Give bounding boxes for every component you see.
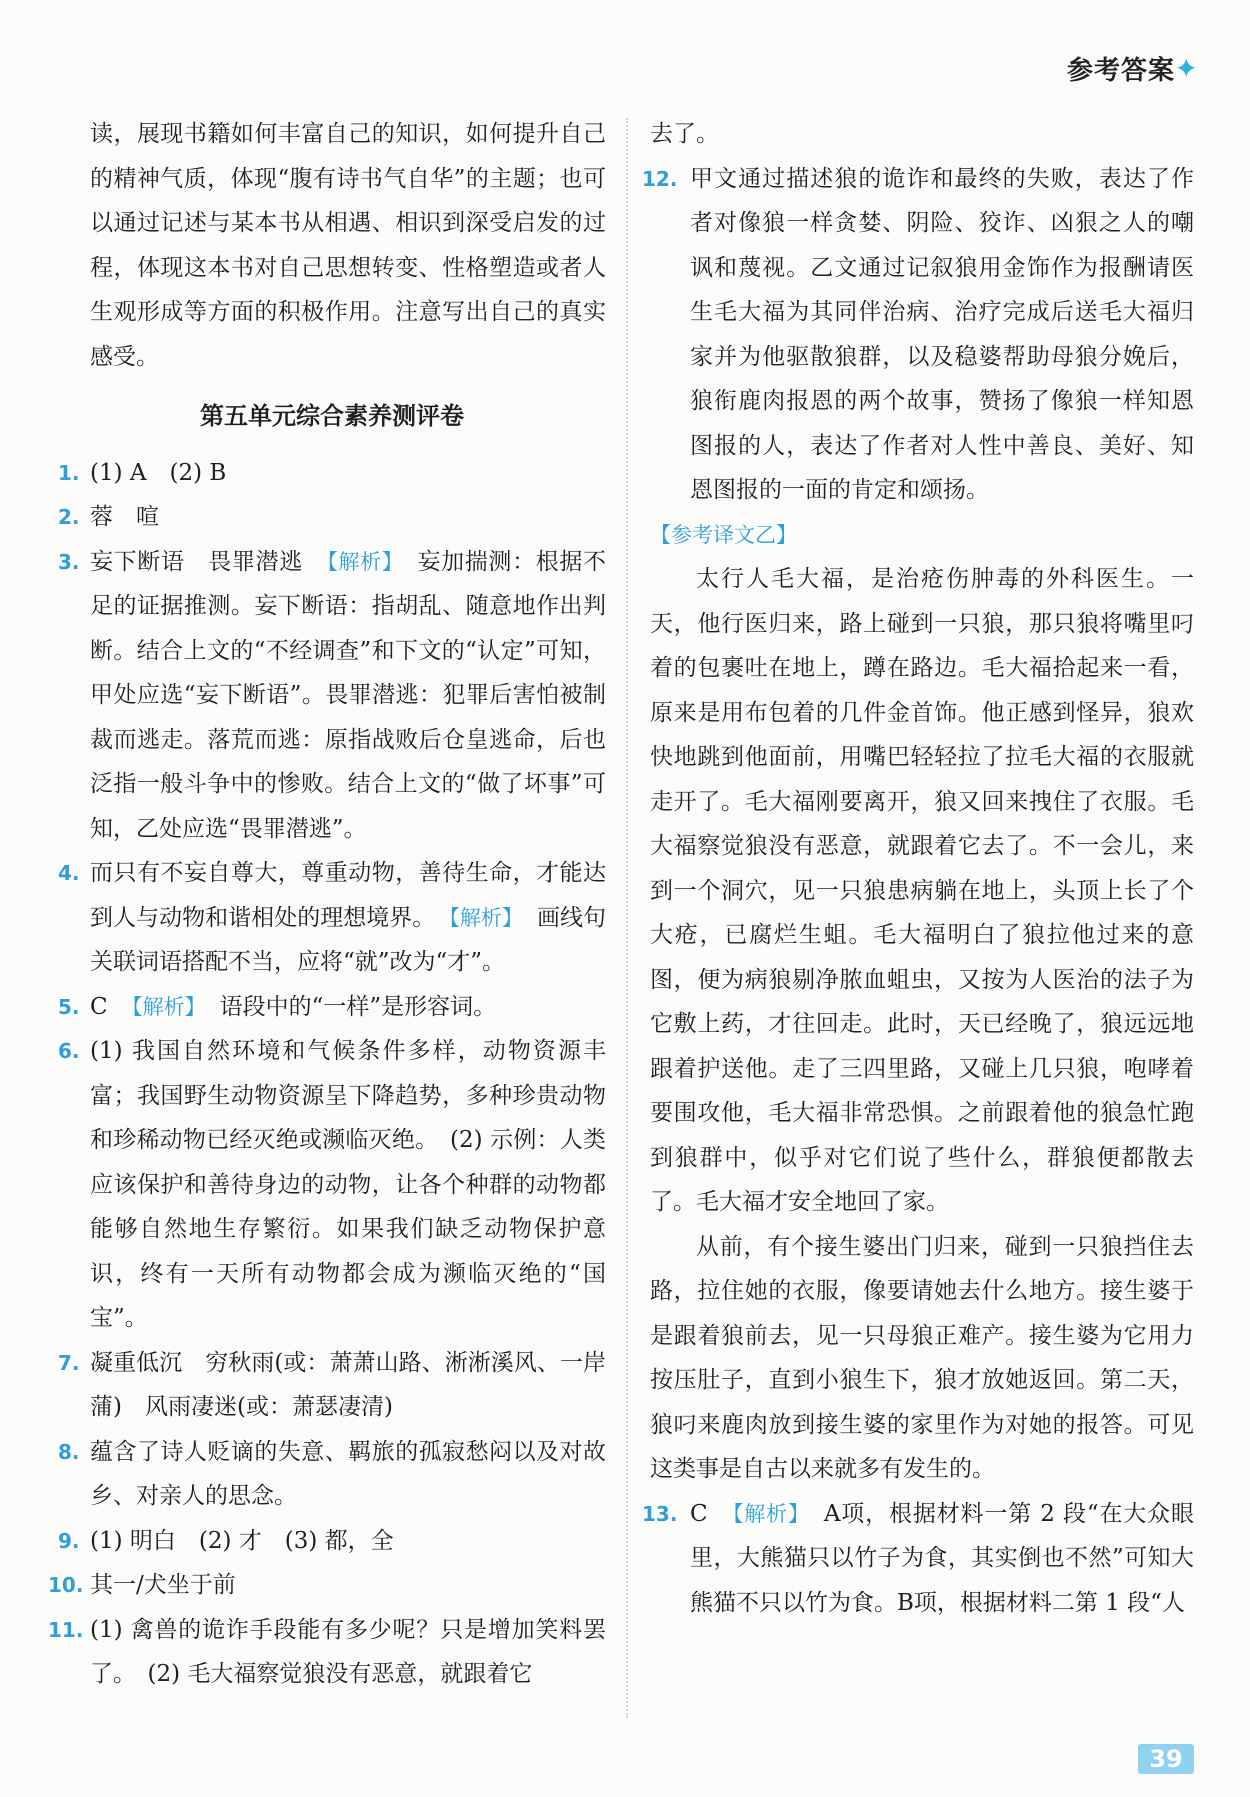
answer-item-5 — [58, 985, 606, 1030]
item-text: (1) A (2) B — [90, 459, 227, 486]
right-column — [642, 112, 1195, 1625]
answer-item-11 — [48, 1608, 606, 1697]
item-number: 5. — [58, 994, 80, 1019]
item-number: 7. — [58, 1350, 80, 1375]
answer-item-7 — [58, 1341, 606, 1430]
item-number: 13. — [642, 1501, 678, 1526]
intro-paragraph: 读，展现书籍如何丰富自己的知识，如何提升自己的精神气质，体现“腹有诗书气自华”的主题；也可以通过记述与某本书从相遇、相识到深受启发的过程，体现这本书对自己思想转变、性格塑造或者人生观形成等方面的积极作用。注意写出自己的真实感受。 — [90, 121, 606, 370]
answer-item-9 — [58, 1519, 606, 1564]
item-text: 蓉 喧 — [90, 504, 159, 530]
item-number: 12. — [642, 166, 678, 191]
item-text: 而只有不妄自尊大，尊重动物，善待生命，才能达到人与动物和谐相处的理想境界。 — [90, 860, 606, 931]
left-column — [48, 112, 607, 1697]
item-analysis: 妄加揣测：根据不足的证据推测。妄下断语：指胡乱、随意地作出判断。结合上文的“不经调查”和下文的“认定”可知，甲处应选“妄下断语”。畏罪潜逃：犯罪后害怕被制裁而逃走。落荒而逃：原指战败后仓皇逃命，后也泛指一般斗争中的惨败。结合上文的“做了坏事”可知，乙处应选“畏罪潜逃”。 — [90, 548, 607, 842]
page-number-badge: 39 — [1138, 1744, 1194, 1774]
answer-item-4 — [58, 851, 606, 985]
item-number: 6. — [58, 1039, 80, 1063]
star-icon: ✦ — [1174, 52, 1198, 85]
answer-item-2 — [58, 495, 606, 540]
header-title: 参考答案 — [1066, 56, 1175, 86]
item-number: 11. — [48, 1617, 84, 1642]
answer-item-10 — [48, 1563, 606, 1608]
item-text: 甲文通过描述狼的诡诈和最终的失败，表达了作者对像狼一样贪婪、阴险、狡诈、凶狠之人的嘲讽和蔑视。乙文通过记叙狼用金饰作为报酬请医生毛大福为其同伴治病、治疗完成后送毛大福归家并为他驱散狼群，以及稳婆帮助母狼分娩后，狼衔鹿肉报恩的两个故事，赞扬了像狼一样知恩图报的人，表达了作者对人性中善良、美好、知恩图报的一面的肯定和颂扬。 — [690, 165, 1194, 503]
reference-translation-title: 【参考译文乙】 — [650, 522, 797, 547]
analysis-tag: 【解析】 — [449, 905, 523, 930]
section-title: 第五单元综合素养测评卷 — [200, 402, 464, 430]
item-text: 蕴含了诗人贬谪的失意、羁旅的孤寂愁闷以及对故乡、对亲人的思念。 — [90, 1438, 606, 1509]
item-number: 1. — [58, 460, 80, 485]
item-number: 9. — [58, 1528, 80, 1553]
answer-item-3 — [58, 540, 606, 852]
answer-item-1 — [58, 451, 606, 496]
translation-paragraph-1: 太行人毛大福，是治疮伤肿毒的外科医生。一天，他行医归来，路上碰到一只狼，那只狼将嘴里叼着的包裹吐在地上，蹲在路边。毛大福拾起来一看，原来是用布包着的几件金首饰。他正感到怪异，狼欢快地跳到他面前，用嘴巴轻轻拉了拉毛大福的衣服就走开了。毛大福刚要离开，狼又回来拽住了衣服。毛大福察觉狼没有恶意，就跟着它去了。不一会儿，来到一个洞穴，见一只狼患病躺在地上，头顶上长了个大疮，已腐烂生蛆。毛大福明白了狼拉他过来的意图，便为病狼剔净脓血蛆虫，又按为人医治的法子为它敷上药，才往回走。此时，天已经晚了，狼远远地跟着护送他。走了三四里路，又碰上几只狼，咆哮着要围攻他，毛大福非常恐惧。之前跟着他的狼急忙跑到狼群中，似乎对它们说了些什么，群狼便都散去了。毛大福才安全地回了家。 — [650, 566, 1194, 1215]
answer-item-12 — [642, 157, 1194, 513]
item-text: 妄下断语 畏罪潜逃 — [90, 548, 303, 575]
continuation-text: 去了。 — [650, 121, 719, 147]
item-text: C — [690, 1500, 708, 1527]
answer-item-8 — [58, 1430, 606, 1519]
item-analysis: A项，根据材料一第 2 段“在大众眼里，大熊猫只以竹子为食，其实倒也不然”可知大熊猫不只以竹为食。B项，根据材料二第 1 段“人 — [690, 1500, 1195, 1616]
item-text: C — [90, 993, 108, 1020]
translation-paragraph-2: 从前，有个接生婆出门归来，碰到一只狼挡住去路，拉住她的衣服，像要请她去什么地方。接生婆于是跟着狼前去，见一只母狼正难产。接生婆为它用力按压肚子，直到小狼生下，狼才放她返回。第二天，狼叼来鹿肉放到接生婆的家里作为对她的报答。可见这类事是自古以来就多有发生的。 — [650, 1233, 1194, 1482]
item-text: 其一/犬坐于前 — [90, 1572, 236, 1598]
item-number: 3. — [58, 549, 80, 574]
item-analysis: 画线句关联词语搭配不当，应将“就”改为“才”。 — [90, 904, 607, 975]
answer-item-6 — [58, 1029, 606, 1341]
item-number: 2. — [58, 505, 80, 529]
analysis-tag: 【解析】 — [121, 994, 206, 1019]
column-divider — [626, 118, 628, 1718]
item-analysis: 语段中的“一样”是形容词。 — [219, 993, 497, 1020]
item-text: (1) 禽兽的诡诈手段能有多少呢？只是增加笑料罢了。 (2) 毛大福察觉狼没有恶意，就跟着它 — [90, 1616, 606, 1687]
answer-item-13 — [642, 1492, 1195, 1626]
item-text: (1) 我国自然环境和气候条件多样，动物资源丰富；我国野生动物资源呈下降趋势，多种珍贵动物和珍稀动物已经灭绝或濒临灭绝。 (2) 示例：人类应该保护和善待身边的动物，让各个种群的动物都能够自然地生存繁衍。如果我们缺乏动物保护意识，终有一天所有动物都会成为濒临灭绝的“国宝”。 — [90, 1038, 606, 1331]
item-number: 4. — [58, 861, 80, 885]
analysis-tag: 【解析】 — [721, 1501, 810, 1526]
analysis-tag: 【解析】 — [316, 549, 404, 574]
item-number: 10. — [48, 1573, 84, 1597]
item-number: 8. — [58, 1439, 80, 1464]
item-text: 凝重低沉 穷秋雨(或：萧萧山路、淅淅溪风、一岸蒲) 风雨凄迷(或：萧瑟凄清) — [90, 1349, 606, 1420]
item-text: (1) 明白 (2) 才 (3) 都，全 — [90, 1527, 394, 1554]
